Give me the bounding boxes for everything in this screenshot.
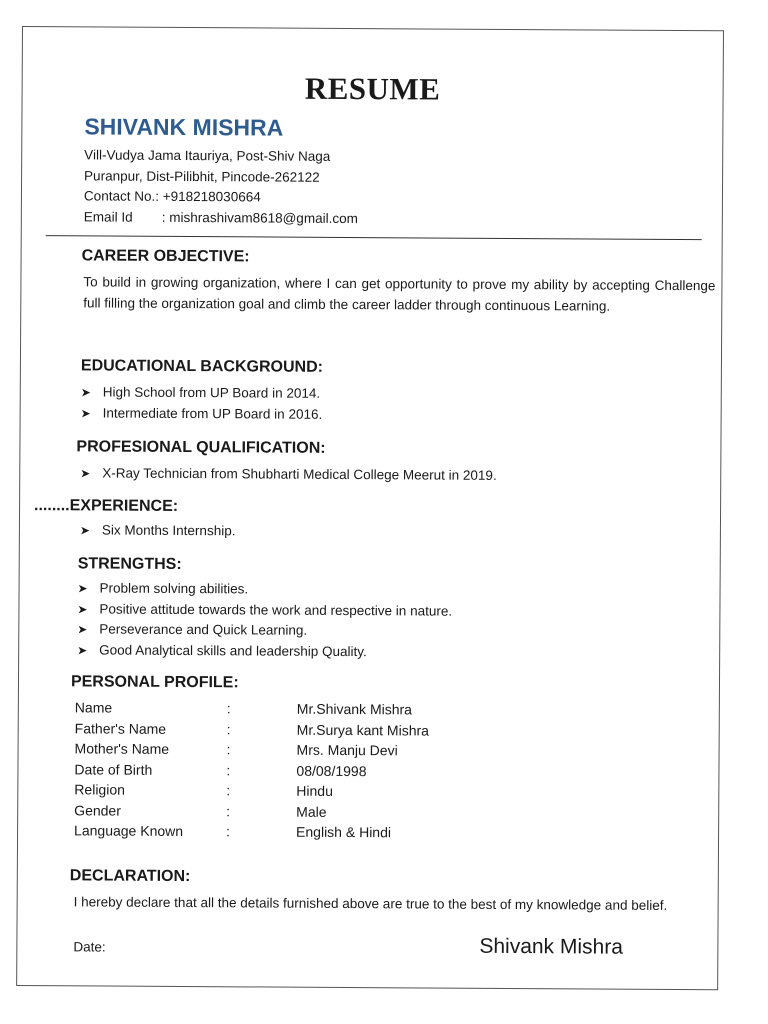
arrow-bullet-icon: ➤ xyxy=(77,642,88,657)
profile-row xyxy=(74,779,428,802)
arrow-bullet-icon: ➤ xyxy=(79,523,91,538)
email-value: : mishrashivam8618@gmail.com xyxy=(161,209,358,226)
career-objective-text: To build in growing organization, where I can get opportunity to prove my ability by accepting Challenge full filling the organization goal and climb the career ladder through continuous Learning. xyxy=(83,274,716,314)
profile-value: 08/08/1998 xyxy=(296,762,367,779)
list-item: ➤ X-Ray Technician from Shubharti Medical College Meerut in 2019. xyxy=(80,463,497,486)
experience-list xyxy=(80,520,236,541)
profile-label: Religion xyxy=(74,781,125,798)
profile-value: Mr.Shivank Mishra xyxy=(296,700,413,718)
list-item: ➤ Intermediate from UP Board in 2016. xyxy=(81,403,323,425)
candidate-name: SHIVANK MISHRA xyxy=(84,113,284,141)
profile-label: Father's Name xyxy=(74,719,167,737)
contact-block xyxy=(84,145,359,229)
list-item: ➤ High School from UP Board in 2014. xyxy=(81,382,323,404)
profile-separator: : xyxy=(226,782,231,799)
qualification-list xyxy=(80,463,497,486)
arrow-bullet-icon: ➤ xyxy=(77,622,88,637)
strengths-list xyxy=(77,578,452,662)
list-item: ➤ Perseverance and Quick Learning. xyxy=(77,619,452,642)
qualification-heading: PROFESIONAL QUALIFICATION: xyxy=(76,438,326,457)
list-item: ➤ Positive attitude towards the work and respective in nature. xyxy=(77,599,452,622)
address-line-2: Puranpur, Dist-Pilibhit, Pincode-262122 xyxy=(84,167,320,185)
experience-heading: ........EXPERIENCE: xyxy=(34,497,179,515)
contact-number-value: +918218030664 xyxy=(162,188,261,205)
arrow-bullet-icon: ➤ xyxy=(77,601,88,616)
profile-label: Name xyxy=(74,699,113,716)
profile-label: Gender xyxy=(74,801,121,819)
personal-profile-table xyxy=(74,697,429,843)
profile-row xyxy=(74,820,428,843)
list-item: ➤ Problem solving abilities. xyxy=(78,578,453,601)
profile-row xyxy=(74,800,428,823)
contact-number-row xyxy=(84,186,358,208)
profile-value: Hindu xyxy=(296,782,333,799)
career-objective-heading: CAREER OBJECTIVE: xyxy=(81,247,250,266)
strengths-heading: STRENGTHS: xyxy=(77,555,182,573)
date-label: Date: xyxy=(73,939,106,955)
contact-number-label: Contact No.: xyxy=(83,188,160,204)
profile-value: Mrs. Manju Devi xyxy=(296,741,398,759)
list-item: ➤ Good Analytical skills and leadership Quality. xyxy=(77,640,452,663)
arrow-bullet-icon: ➤ xyxy=(80,385,91,400)
profile-row xyxy=(75,718,429,741)
email-row xyxy=(84,207,358,229)
profile-label: Mother's Name xyxy=(74,740,170,757)
profile-separator: : xyxy=(226,761,231,778)
personal-profile-heading: PERSONAL PROFILE: xyxy=(70,673,239,692)
document-title: RESUME xyxy=(304,70,441,107)
resume-page xyxy=(16,26,724,990)
profile-value: Male xyxy=(296,803,327,820)
profile-separator: : xyxy=(226,741,231,758)
profile-value: English & Hindi xyxy=(296,823,392,841)
profile-row xyxy=(74,759,428,782)
profile-label: Date of Birth xyxy=(74,760,153,778)
arrow-bullet-icon: ➤ xyxy=(80,466,91,481)
list-item: ➤ Six Months Internship. xyxy=(80,520,236,541)
signature: Shivank Mishra xyxy=(479,934,624,959)
arrow-bullet-icon: ➤ xyxy=(77,581,88,596)
profile-row xyxy=(75,738,429,761)
email-label: Email Id xyxy=(83,208,133,225)
profile-separator: : xyxy=(226,802,231,819)
profile-separator: : xyxy=(226,700,231,717)
header-divider xyxy=(46,235,702,240)
profile-separator: : xyxy=(226,823,231,840)
profile-label: Language Known xyxy=(74,822,184,839)
profile-separator: : xyxy=(226,720,231,737)
profile-row xyxy=(75,697,429,720)
address-line-1: Vill-Vudya Jama Itauriya, Post-Shiv Naga xyxy=(84,147,331,164)
education-heading: EDUCATIONAL BACKGROUND: xyxy=(80,357,324,376)
declaration-heading: DECLARATION: xyxy=(69,867,191,886)
arrow-bullet-icon: ➤ xyxy=(80,405,91,420)
declaration-text: I hereby declare that all the details furnished above are true to the best of my knowledge and belief. xyxy=(73,894,668,913)
education-list xyxy=(81,382,323,424)
profile-value: Mr.Surya kant Mishra xyxy=(296,721,430,738)
